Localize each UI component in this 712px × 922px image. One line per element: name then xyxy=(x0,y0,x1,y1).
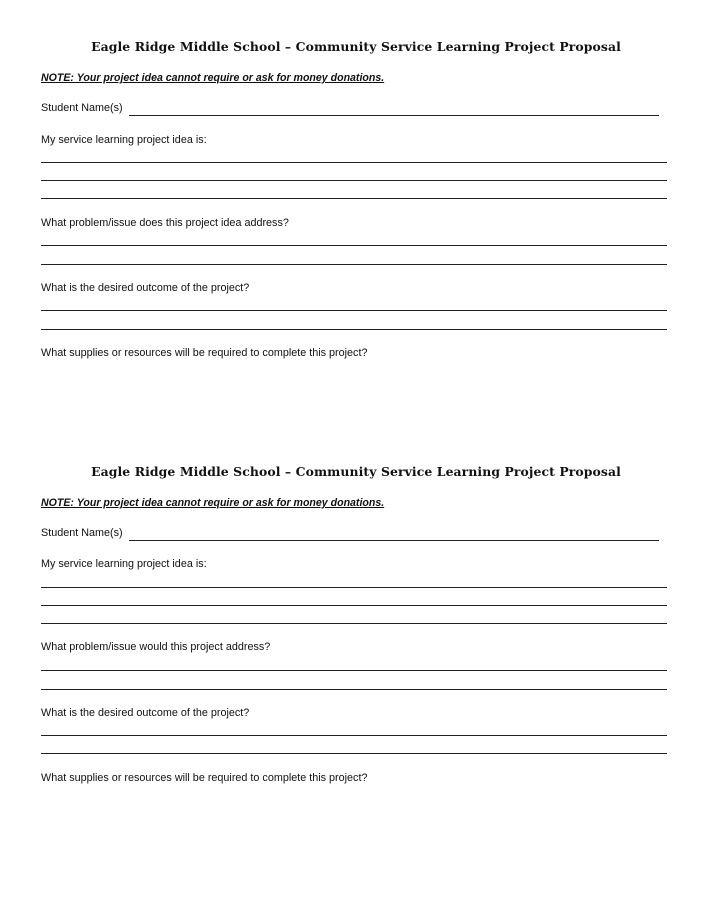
donation-note: NOTE: Your project idea cannot require or ask for money donations. xyxy=(41,72,385,84)
answer-line-idea-3[interactable] xyxy=(41,623,667,624)
answer-line-outcome-2[interactable] xyxy=(41,329,667,330)
answer-line-idea-1[interactable] xyxy=(41,587,667,588)
answer-line-outcome-2[interactable] xyxy=(41,753,667,754)
student-name-label: Student Name(s) xyxy=(41,527,123,539)
answer-line-idea-1[interactable] xyxy=(41,162,667,163)
answer-line-idea-2[interactable] xyxy=(41,180,667,181)
problem-question: What problem/issue does this project idea address? xyxy=(41,217,289,229)
answer-line-outcome-1[interactable] xyxy=(41,310,667,311)
answer-line-outcome-1[interactable] xyxy=(41,735,667,736)
project-idea-question: My service learning project idea is: xyxy=(41,558,207,570)
answer-line-problem-1[interactable] xyxy=(41,245,667,246)
project-idea-question: My service learning project idea is: xyxy=(41,134,207,146)
outcome-question: What is the desired outcome of the project? xyxy=(41,282,250,294)
student-name-line[interactable] xyxy=(129,540,659,541)
answer-line-idea-3[interactable] xyxy=(41,198,667,199)
answer-line-problem-2[interactable] xyxy=(41,689,667,690)
form-title: Eagle Ridge Middle School – Community Service Learning Project Proposal xyxy=(91,464,621,479)
supplies-question: What supplies or resources will be required to complete this project? xyxy=(41,347,368,359)
student-name-label: Student Name(s) xyxy=(41,102,123,114)
answer-line-problem-1[interactable] xyxy=(41,670,667,671)
answer-line-idea-2[interactable] xyxy=(41,605,667,606)
student-name-line[interactable] xyxy=(129,115,659,116)
answer-line-problem-2[interactable] xyxy=(41,264,667,265)
donation-note: NOTE: Your project idea cannot require or ask for money donations. xyxy=(41,497,385,509)
supplies-question: What supplies or resources will be required to complete this project? xyxy=(41,772,368,784)
problem-question: What problem/issue would this project address? xyxy=(41,641,271,653)
form-title: Eagle Ridge Middle School – Community Service Learning Project Proposal xyxy=(91,39,621,54)
outcome-question: What is the desired outcome of the project? xyxy=(41,707,250,719)
